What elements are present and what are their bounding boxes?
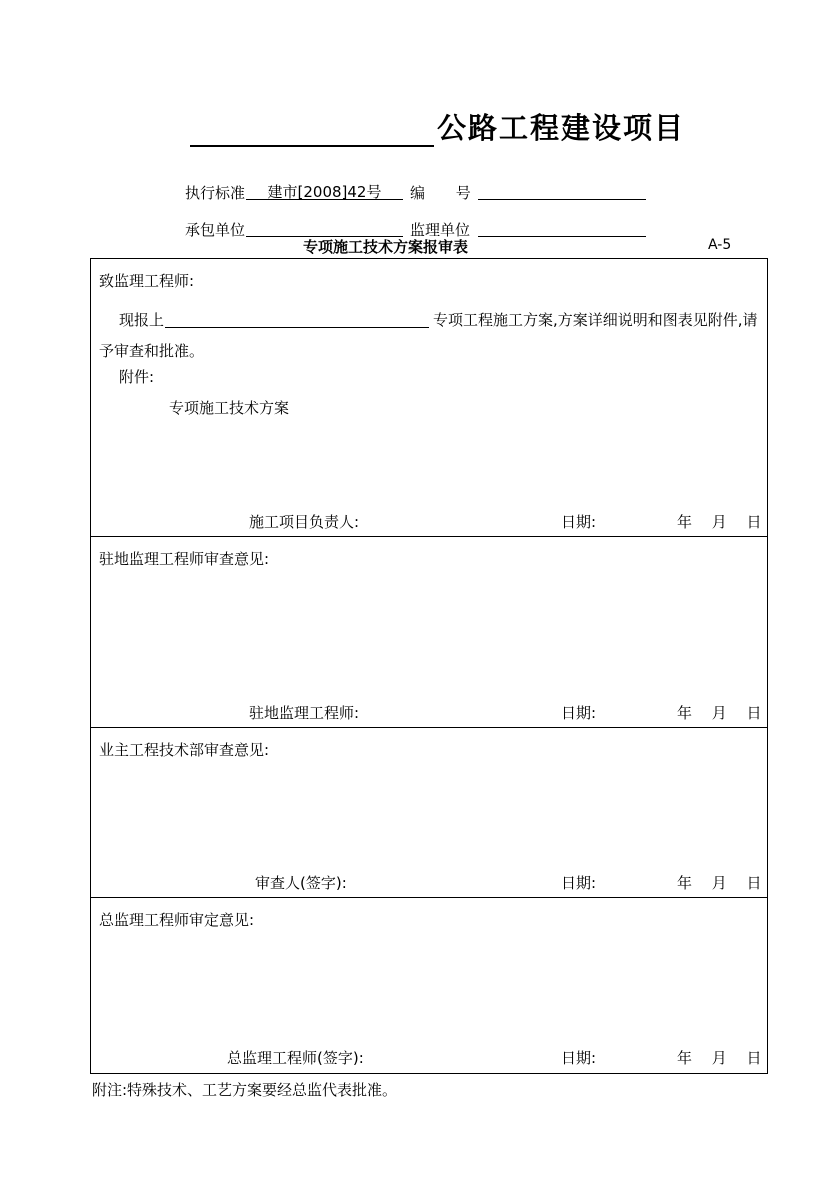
doc-number-field[interactable] xyxy=(478,181,646,200)
supervision-unit-label: 监理单位 xyxy=(410,221,471,239)
signer-label: 施工项目负责人: xyxy=(249,513,360,531)
report-line-prefix: 现报上 xyxy=(119,311,165,329)
execution-standard-label: 执行标准 xyxy=(185,184,246,202)
year-month-day-label: 年 月 日 xyxy=(677,513,762,531)
footnote: 附注:特殊技术、工艺方案要经总监代表批准。 xyxy=(92,1081,398,1099)
document-title: 公路工程建设项目 xyxy=(437,111,686,145)
form-code: A-5 xyxy=(708,237,732,253)
attachment-item: 专项施工技术方案 xyxy=(169,399,290,417)
year-month-day-label: 年 月 日 xyxy=(677,704,762,722)
attachment-label: 附件: xyxy=(119,368,155,386)
signature-row xyxy=(91,872,767,890)
salutation-label: 致监理工程师: xyxy=(99,272,195,290)
signer-label: 审查人(签字): xyxy=(255,874,347,892)
signature-row xyxy=(91,702,767,720)
chief-supervisor-review-section xyxy=(91,897,767,1072)
signature-row xyxy=(91,511,767,529)
request-section xyxy=(91,259,767,536)
resident-supervisor-review-section xyxy=(91,536,767,727)
signature-row xyxy=(91,1047,767,1065)
contractor-field[interactable] xyxy=(246,218,403,237)
form-title: 专项施工技术方案报审表 xyxy=(303,238,469,256)
review-heading: 业主工程技术部审查意见: xyxy=(99,741,270,759)
review-heading: 驻地监理工程师审查意见: xyxy=(99,550,270,568)
report-line-suffix: 专项工程施工方案,方案详细说明和图表见附件,请 xyxy=(433,311,758,329)
year-month-day-label: 年 月 日 xyxy=(677,1049,762,1067)
review-heading: 总监理工程师审定意见: xyxy=(99,911,255,929)
report-line-continued: 予审查和批准。 xyxy=(99,342,205,360)
date-label: 日期: xyxy=(561,1049,597,1067)
main-form-box xyxy=(90,258,768,1074)
owner-technical-review-section xyxy=(91,727,767,897)
project-name-blank-field[interactable] xyxy=(190,116,434,147)
year-month-day-label: 年 月 日 xyxy=(677,874,762,892)
contractor-label: 承包单位 xyxy=(185,221,246,239)
date-label: 日期: xyxy=(561,513,597,531)
execution-standard-field[interactable]: 建市[2008]42号 xyxy=(246,181,403,200)
date-label: 日期: xyxy=(561,704,597,722)
signer-label: 驻地监理工程师: xyxy=(249,704,360,722)
doc-number-label: 编 号 xyxy=(410,184,471,202)
signer-label: 总监理工程师(签字): xyxy=(227,1049,364,1067)
supervision-unit-field[interactable] xyxy=(478,218,646,237)
date-label: 日期: xyxy=(561,874,597,892)
plan-name-blank-field[interactable] xyxy=(165,309,429,328)
